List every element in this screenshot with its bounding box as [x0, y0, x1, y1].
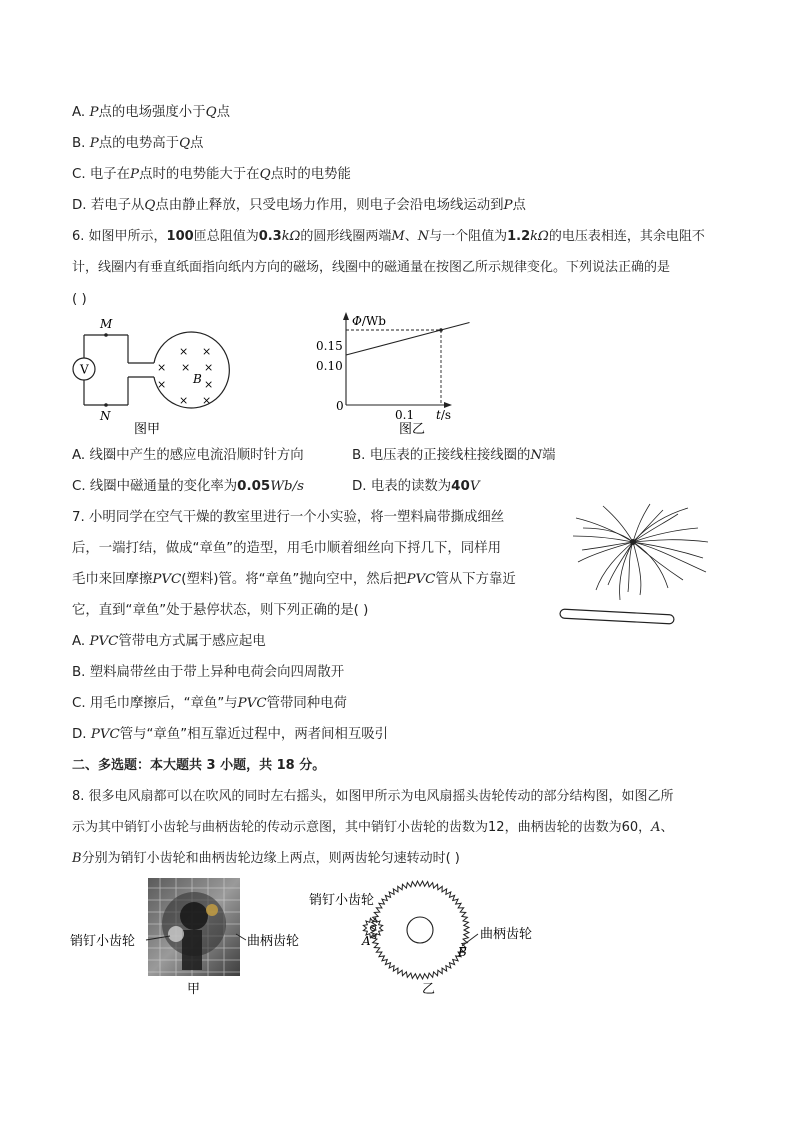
- origin-label: 0: [336, 399, 344, 413]
- gear-outline: [371, 881, 469, 979]
- q6-figure-circuit: [64, 312, 234, 440]
- field-mark: ×: [202, 345, 212, 358]
- x-axis-label: t/s: [436, 408, 452, 422]
- q8-figure-photo: [66, 874, 316, 1004]
- y-tick-label: 0.15: [316, 339, 343, 353]
- field-mark: ×: [179, 394, 189, 407]
- field-mark: ×: [202, 394, 212, 407]
- figure-b-caption: 图乙: [399, 422, 426, 437]
- q7-option-c: C. 用毛巾摩擦后，“章鱼”与PVC管带同种电荷: [72, 696, 347, 711]
- q6-option-c: C. 线圈中磁通量的变化率为0.05Wb/s: [72, 479, 304, 494]
- field-b-label: B: [193, 372, 202, 386]
- q6-stem-line1: 6. 如图甲所示，100匝总阻值为0.3kΩ的圆形线圈两端M、N与一个阻值为1.2kΩ的电压表相连，其余电阻不: [72, 229, 705, 244]
- data-point: [439, 328, 443, 332]
- q7-option-b: B. 塑料扁带丝由于带上异种电荷会向四周散开: [72, 665, 345, 680]
- y-axis-label: Φ/Wb: [352, 314, 386, 328]
- q6-option-b: B. 电压表的正接线柱接线圈的N端: [352, 448, 556, 463]
- q7-stem-line1: 7. 小明同学在空气干燥的教室里进行一个小实验，将一塑料扁带撕成细丝: [72, 510, 505, 525]
- q5-option-a: A. P点的电场强度小于Q点: [72, 105, 230, 120]
- q7-stem-line4: 它，直到“章鱼”处于悬停状态，则下列正确的是( ): [72, 603, 369, 618]
- q8-stem-line1: 8. 很多电风扇都可以在吹风的同时左右摇头，如图甲所示为电风扇摇头齿轮传动的部分结构图，如图乙所: [72, 789, 674, 804]
- q6-figure-graph: [306, 308, 476, 440]
- q7-option-d: D. PVC管与“章鱼”相互靠近过程中，两者间相互吸引: [72, 727, 389, 742]
- field-mark: ×: [204, 361, 214, 374]
- y-tick-label: 0.10: [316, 359, 343, 373]
- voltmeter-label: V: [80, 362, 89, 377]
- pinion-label: 销钉小齿轮: [309, 893, 375, 908]
- octopus-knot: [630, 539, 636, 545]
- q5-option-d: D. 若电子从Q点由静止释放，只受电场力作用，则电子会沿电场线运动到P点: [72, 198, 526, 213]
- field-mark: ×: [204, 378, 214, 391]
- q7-stem-line2: 后，一端打结，做成“章鱼”的造型，用毛巾顺着细丝向下捋几下，同样用: [72, 541, 501, 556]
- q5-option-c: C. 电子在P点时的电势能大于在Q点时的电势能: [72, 167, 351, 182]
- field-mark: ×: [157, 361, 167, 374]
- crank-gear-hub: [407, 917, 433, 943]
- field-mark: ×: [157, 378, 167, 391]
- q8-figure-gears: [300, 874, 560, 1004]
- figure-a-caption: 甲: [187, 982, 201, 997]
- q5-option-b: B. P点的电势高于Q点: [72, 136, 204, 151]
- q8-stem-line3: B分别为销钉小齿轮和曲柄齿轮边缘上两点，则两齿轮匀速转动时( ): [72, 851, 460, 866]
- crank-gear: [371, 881, 469, 979]
- plastic-strands: [573, 504, 708, 600]
- q7-option-a: A. PVC管带电方式属于感应起电: [72, 634, 266, 649]
- section-heading-multiple-choice: 二、多选题：本大题共 3 小题，共 18 分。: [72, 758, 326, 773]
- point-b-label: B: [458, 945, 467, 959]
- q6-option-a: A. 线圈中产生的感应电流沿顺时针方向: [72, 448, 304, 463]
- q7-octopus-illustration: [558, 500, 718, 630]
- y-axis-arrow: [343, 312, 349, 320]
- q6-stem-line2: 计，线圈内有垂直纸面指向纸内方向的磁场，线圈中的磁通量在按图乙所示规律变化。下列说法正确的是: [72, 260, 671, 275]
- point-a-label: A: [362, 934, 371, 948]
- q6-answer-bracket: ( ): [72, 292, 87, 307]
- q8-stem-line2: 示为其中销钉小齿轮与曲柄齿轮的传动示意图，其中销钉小齿轮的齿数为12，曲柄齿轮的齿数为60，A、: [72, 820, 674, 835]
- q6-option-d: D. 电表的读数为40V: [352, 479, 480, 494]
- terminal-n-label: N: [100, 409, 111, 423]
- figure-b-caption: 乙: [422, 982, 436, 997]
- field-mark: ×: [179, 345, 189, 358]
- crank-gear-label: 曲柄齿轮: [247, 934, 300, 949]
- x-tick-label: 0.1: [395, 408, 415, 422]
- q7-stem-line3: 毛巾来回摩擦PVC(塑料)管。将“章鱼”抛向空中，然后把PVC管从下方靠近: [72, 572, 516, 587]
- pvc-tube: [560, 609, 674, 624]
- crank-gear-label: 曲柄齿轮: [480, 927, 533, 942]
- figure-a-caption: 图甲: [134, 422, 161, 437]
- terminal-m-label: M: [100, 317, 113, 331]
- field-mark: ×: [181, 361, 191, 374]
- pinion-label: 销钉小齿轮: [70, 934, 136, 949]
